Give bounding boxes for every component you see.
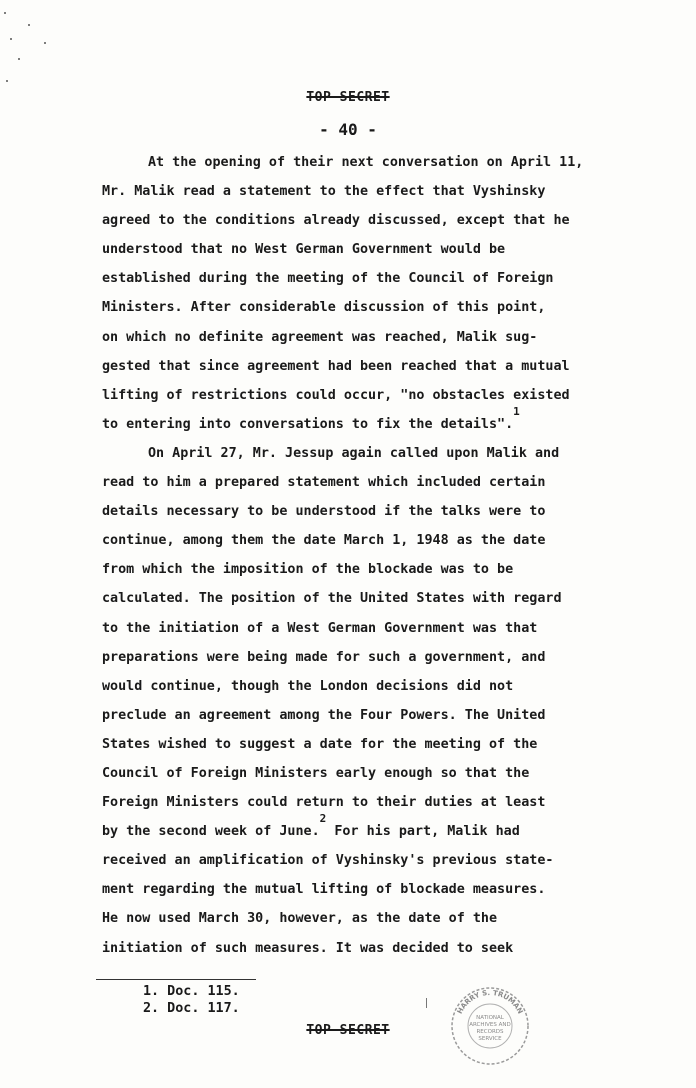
- body-line-text: For his part, Malik had: [334, 824, 520, 840]
- page-number: - 40 -: [319, 120, 377, 139]
- body-line: Foreign Ministers could return to their duties at least: [102, 795, 546, 811]
- body-line: on which no definite agreement was reached, Malik sug-: [102, 329, 538, 345]
- stamp-arc-text: HARRY S. TRUMAN: [455, 988, 525, 1016]
- body-line: Ministers. After considerable discussion of this point,: [102, 300, 546, 316]
- body-line: preparations were being made for such a government, and: [102, 649, 546, 665]
- body-line: understood that no West German Government would be: [102, 242, 506, 258]
- document-body: [102, 148, 622, 963]
- footnotes: [143, 983, 240, 1017]
- stamp-text: ARCHIVES AND: [469, 1022, 511, 1028]
- scan-speck: [10, 38, 12, 40]
- stamp-text: RECORDS: [476, 1029, 504, 1035]
- stamp-text: NATIONAL: [476, 1015, 504, 1021]
- body-line: from which the imposition of the blockade was to be: [102, 562, 514, 578]
- body-line-text: to entering into conversations to fix the details".: [102, 416, 514, 432]
- scan-speck: [4, 12, 6, 14]
- body-line: He now used March 30, however, as the date of the: [102, 911, 498, 927]
- body-line: continue, among them the date March 1, 1948 as the date: [102, 533, 546, 549]
- body-line: established during the meeting of the Council of Foreign: [102, 271, 554, 287]
- stamp-text: SERVICE: [478, 1036, 502, 1042]
- body-line: would continue, though the London decisions did not: [102, 678, 514, 694]
- footnote-divider: [96, 979, 256, 980]
- footnote-reference-2: 2: [319, 812, 327, 826]
- svg-text:HARRY S. TRUMAN: [456, 989, 524, 1015]
- body-line: preclude an agreement among the Four Powers. The United: [102, 707, 546, 723]
- scan-speck: [18, 58, 20, 60]
- body-line: States wished to suggest a date for the meeting of the: [102, 736, 538, 752]
- body-line: At the opening of their next conversation on April 11,: [148, 155, 584, 170]
- body-line: ment regarding the mutual lifting of blockade measures.: [102, 882, 546, 898]
- top-classification-marking: TOP SECRET: [306, 90, 390, 105]
- body-line: Mr. Malik read a statement to the effect that Vyshinsky: [102, 184, 546, 200]
- footnote-reference-1: 1: [513, 404, 520, 418]
- pencil-mark: [426, 998, 427, 1008]
- body-line: [102, 812, 622, 846]
- scan-speck: [44, 42, 46, 44]
- body-line: to the initiation of a West German Government was that: [102, 620, 538, 636]
- body-line: gested that since agreement had been reached that a mutual: [102, 358, 570, 374]
- body-line: agreed to the conditions already discussed, except that he: [102, 213, 570, 229]
- body-line: received an amplification of Vyshinsky's previous state-: [102, 853, 554, 869]
- body-line: details necessary to be understood if the talks were to: [102, 504, 546, 520]
- scan-speck: [28, 24, 30, 26]
- footnote-item: 1. Doc. 115.: [143, 984, 240, 999]
- body-line: lifting of restrictions could occur, "no obstacles existed: [102, 387, 570, 403]
- body-line: On April 27, Mr. Jessup again called upon Malik and: [148, 445, 560, 461]
- body-line: initiation of such measures. It was decided to seek: [102, 940, 514, 956]
- scan-speck: [6, 80, 8, 82]
- body-line-text: by the second week of June.: [102, 824, 320, 840]
- body-line: [102, 404, 622, 439]
- bottom-classification-marking: TOP SECRET: [306, 1023, 390, 1038]
- footnote-item: 2. Doc. 117.: [143, 1001, 240, 1016]
- body-line: Council of Foreign Ministers early enough so that the: [102, 765, 530, 781]
- body-line: calculated. The position of the United States with regard: [102, 591, 562, 607]
- body-line: read to him a prepared statement which included certain: [102, 475, 546, 491]
